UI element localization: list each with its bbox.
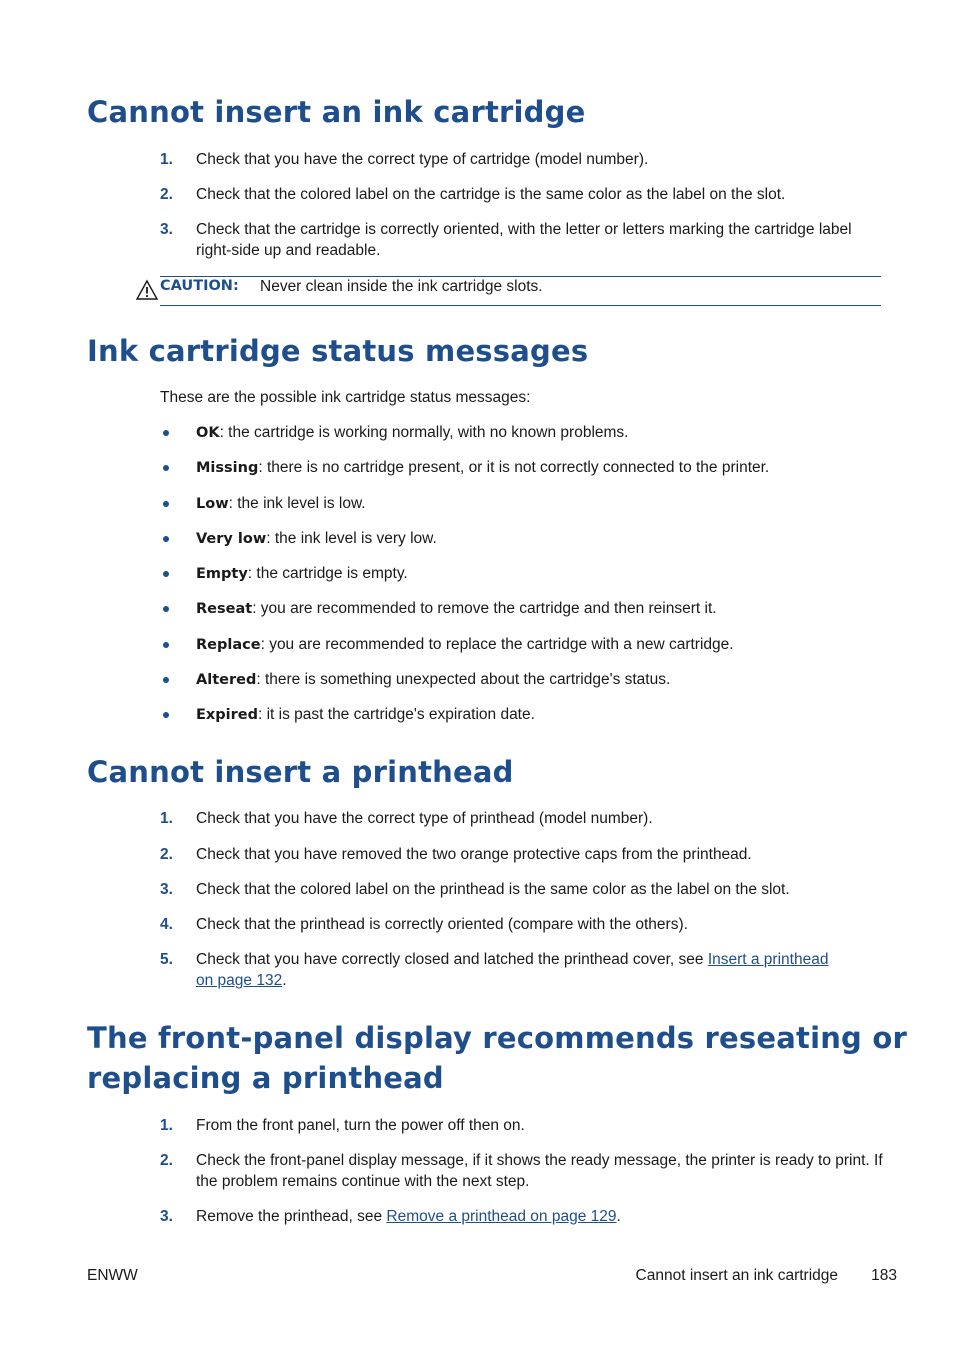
bullet-icon: [163, 430, 169, 436]
status-description: : you are recommended to remove the cartridge and then reinsert it.: [252, 600, 717, 617]
step-number: 3.: [160, 881, 173, 898]
status-description: : the cartridge is working normally, with no known problems.: [219, 424, 629, 441]
bullet-icon: [163, 571, 169, 577]
step-number: 1.: [160, 151, 173, 168]
step-number: 2.: [160, 186, 173, 203]
heading-ink-cartridge-status-messages: Ink cartridge status messages: [87, 334, 589, 368]
step-number: 2.: [160, 846, 173, 863]
status-term: Low: [196, 496, 229, 512]
step-number: 1.: [160, 810, 173, 827]
status-description: : you are recommended to replace the cartridge with a new cartridge.: [260, 636, 734, 653]
punctuation: .: [282, 972, 287, 989]
status-term: Empty: [196, 566, 248, 582]
heading-cannot-insert-printhead: Cannot insert a printhead: [87, 755, 514, 789]
status-description: : there is something unexpected about the cartridge's status.: [256, 671, 671, 688]
step-text: Check that the cartridge is correctly oriented, with the letter or letters marking the cartridge label right-side up and readable.: [196, 221, 852, 259]
status-term: Very low: [196, 531, 267, 547]
step-text: Check that you have removed the two orange protective caps from the printhead.: [196, 846, 752, 863]
step-text: Check that the printhead is correctly oriented (compare with the others).: [196, 916, 688, 933]
step-text: Remove the printhead, see: [196, 1208, 387, 1225]
step-number: 4.: [160, 916, 173, 933]
heading-front-panel-reseat-printhead: [87, 1018, 907, 1098]
bullet-icon: [163, 465, 169, 471]
status-term: OK: [196, 425, 220, 441]
status-description: : the ink level is low.: [228, 495, 366, 512]
footer-left: ENWW: [87, 1267, 138, 1284]
status-term: Altered: [196, 672, 257, 688]
status-description: : there is no cartridge present, or it is not correctly connected to the printer.: [258, 459, 770, 476]
footer-chapter: Cannot insert an ink cartridge: [635, 1267, 838, 1284]
step-text: Check that you have the correct type of cartridge (model number).: [196, 151, 649, 168]
status-description: : the cartridge is empty.: [247, 565, 408, 582]
heading-line: replacing a printhead: [87, 1061, 444, 1095]
caution-text: Never clean inside the ink cartridge slots.: [260, 278, 543, 295]
intro-text: These are the possible ink cartridge status messages:: [160, 389, 531, 406]
link-remove-printhead[interactable]: Remove a printhead on page 129: [386, 1208, 617, 1225]
bullet-icon: [163, 606, 169, 612]
status-term: Expired: [196, 707, 258, 723]
punctuation: .: [616, 1208, 621, 1225]
step-number: 3.: [160, 221, 173, 238]
caution-label: CAUTION:: [160, 278, 239, 294]
divider: [160, 305, 881, 306]
heading-cannot-insert-ink-cartridge: Cannot insert an ink cartridge: [87, 95, 586, 129]
bullet-icon: [163, 536, 169, 542]
step-number: 2.: [160, 1152, 173, 1169]
link-page-132[interactable]: on page 132: [196, 972, 283, 989]
caution-box: [136, 275, 881, 306]
step-text: Check that you have correctly closed and latched the printhead cover, see: [196, 951, 708, 968]
bullet-icon: [163, 501, 169, 507]
heading-line: The front-panel display recommends reseating or: [87, 1021, 907, 1055]
status-description: : it is past the cartridge's expiration date.: [257, 706, 535, 723]
step-number: 1.: [160, 1117, 173, 1134]
page-number: 183: [871, 1267, 897, 1284]
step-text: From the front panel, turn the power off then on.: [196, 1117, 525, 1134]
status-description: : the ink level is very low.: [266, 530, 437, 547]
step-text: Check the front-panel display message, if it shows the ready message, the printer is ready to print. If the problem remains continue with the next step.: [196, 1152, 883, 1190]
link-insert-printhead[interactable]: Insert a printhead: [707, 951, 829, 968]
step-number: 3.: [160, 1208, 173, 1225]
bullet-icon: [163, 712, 169, 718]
bullet-icon: [163, 677, 169, 683]
status-term: Missing: [196, 460, 259, 476]
status-term: Replace: [196, 637, 261, 653]
warning-icon: [136, 279, 158, 301]
status-term: Reseat: [196, 601, 253, 617]
step-text: Check that you have the correct type of printhead (model number).: [196, 810, 653, 827]
bullet-icon: [163, 642, 169, 648]
step-text: Check that the colored label on the cartridge is the same color as the label on the slot.: [196, 186, 786, 203]
step-text: Check that the colored label on the printhead is the same color as the label on the slot.: [196, 881, 790, 898]
step-number: 5.: [160, 951, 173, 968]
